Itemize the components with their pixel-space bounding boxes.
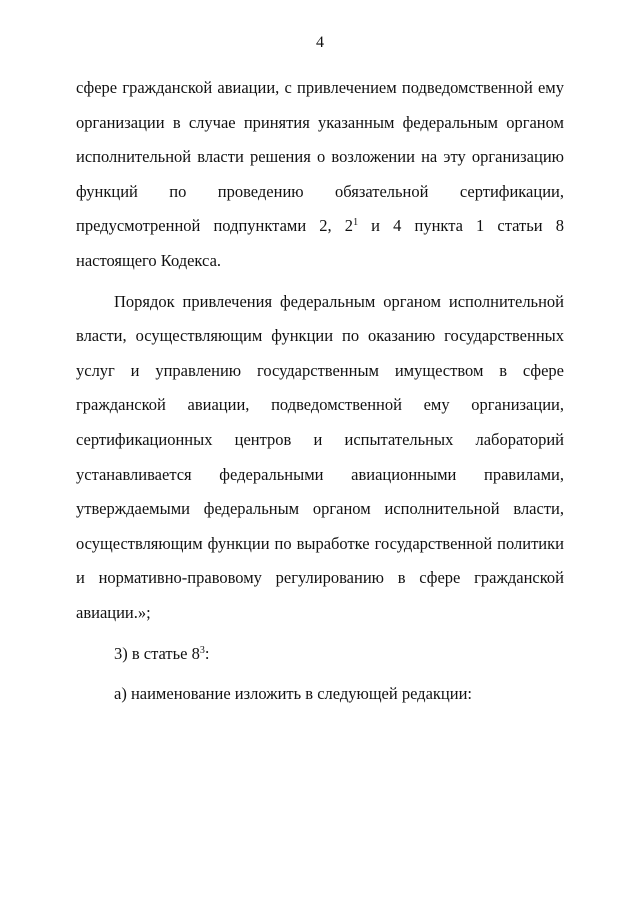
- paragraph-procedure: Порядок привлечения федеральным органом исполнительной власти, осуществляющим функции по оказанию государственных услуг и управлению государственным имуществом в сфере гражданской авиации, подведомственной ему организации, сертификационных центров и испытательных лабораторий устанавливается федеральными авиационными правилами, утверждаемыми федеральным органом исполнительной власти, осуществляющим функции по выработке государственной политики и нормативно-правовому регулированию в сфере гражданской авиации.»;: [76, 291, 564, 622]
- paragraph-text: и 4 пункта 1 статьи 8 настоящего Кодекса.: [76, 216, 564, 270]
- paragraph-article-item: [76, 637, 564, 672]
- paragraph-text: сфере гражданской авиации, с привлечением подведомственной ему организации в случае принятия указанным федеральным органом исполнительной власти решения о возложении на эту организацию функций по проведению обязательной сертификации, предусмотренной подпунктами 2, 2: [76, 78, 564, 236]
- paragraph-text: 3) в статье 8: [114, 643, 200, 663]
- superscript: 1: [353, 217, 359, 229]
- document-body: [76, 71, 564, 712]
- page-number: 4: [316, 34, 324, 51]
- superscript: 3: [199, 644, 205, 656]
- paragraph-subitem: а) наименование изложить в следующей редакции:: [114, 684, 472, 704]
- paragraph-continuation: [76, 71, 564, 279]
- paragraph-text: :: [204, 643, 210, 663]
